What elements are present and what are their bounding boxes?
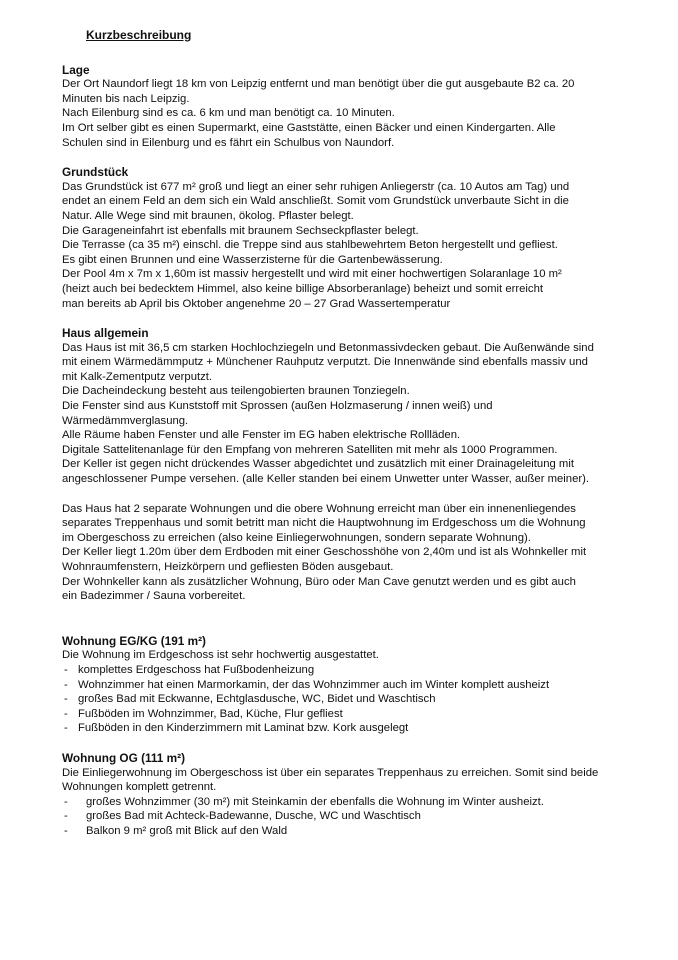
text-line: endet an einem Feld an dem sich ein Wald anschließt. Somit vom Grundstück unverbaute Sicht in die [62,195,569,208]
dash-marker: - [64,810,68,823]
document-title: Kurzbeschreibung [86,28,192,42]
section-lage [62,63,658,151]
list-item [62,707,658,722]
text-line: im Obergeschoss zu erreichen (also keine Einliegerwohnungen, sondern separate Wohnung). [62,531,531,544]
text-line: Der Keller liegt 1.20m über dem Erdboden mit einer Geschosshöhe von 2,40m und ist als Wohnkeller mit [62,546,587,559]
list-item-text: Wohnzimmer hat einen Marmorkamin, der das Wohnzimmer auch im Winter komplett ausheizt [78,678,550,691]
dash-marker: - [64,722,68,735]
list-item [62,824,658,839]
text-line: Nach Eilenburg sind es ca. 6 km und man benötigt ca. 10 Minuten. [62,107,395,120]
list-item [62,692,658,707]
list-item [62,678,658,693]
text-line: Alle Räume haben Fenster und alle Fenster im EG haben elektrische Rollläden. [62,429,461,442]
text-line: Wohnungen komplett getrennt. [62,781,217,794]
list-item [62,721,658,736]
text-line: Der Ort Naundorf liegt 18 km von Leipzig entfernt und man benötigt über die gut ausgebaute B2 ca. 20 [62,78,575,91]
text-line: Wohnraumfenstern, Heizkörpern und gefliesten Böden ausgebaut. [62,561,394,573]
list-item [62,663,658,678]
list-item [62,795,658,810]
section-wohnung-eg [62,634,658,736]
text-line: Minuten bis nach Leipzig. [62,92,190,105]
list-item-text: Fußböden in den Kinderzimmern mit Laminat bzw. Kork ausgelegt [78,722,409,735]
list-item-text: großes Bad mit Eckwanne, Echtglasdusche, WC, Bidet und Waschtisch [78,693,436,706]
text-line: ein Badezimmer / Sauna vorbereitet. [62,590,246,603]
dash-marker: - [64,678,68,691]
spacer [62,604,658,634]
list-item-text: großes Wohnzimmer (30 m²) mit Steinkamin der ebenfalls die Wohnung im Winter ausheizt. [86,795,544,808]
section-heading-lage: Lage [62,62,90,77]
text-line: Wärmedämmverglasung. [62,414,189,427]
text-line: Schulen sind in Eilenburg und es fährt ein Schulbus von Naundorf. [62,136,395,149]
text-line: Die Fenster sind aus Kunststoff mit Sprossen (außen Holzmaserung / innen weiß) und [62,400,493,413]
text-line: Das Haus ist mit 36,5 cm starken Hochlochziegeln und Betonmassivdecken gebaut. Die Außenwände sind [62,341,594,354]
dash-marker: - [64,693,68,706]
list-item-text: komplettes Erdgeschoss hat Fußbodenheizung [78,663,315,676]
bullet-list-og [62,795,658,839]
list-item [62,809,658,824]
text-line: mit Kalk-Zementputz verputzt. [62,370,213,383]
spacer [62,150,658,165]
section-heading-haus: Haus allgemein [62,326,149,341]
list-item-text: großes Bad mit Achteck-Badewanne, Dusche, WC und Waschtisch [86,810,421,823]
dash-marker: - [64,824,68,837]
text-line: Die Einliegerwohnung im Obergeschoss ist über ein separates Treppenhaus zu erreichen. Somit sind beide [62,766,599,779]
text-line: man bereits ab April bis Oktober angenehme 20 – 27 Grad Wassertemperatur [62,297,451,310]
dash-marker: - [64,707,68,720]
section-heading-og: Wohnung OG (111 m²) [62,750,185,765]
text-line: Das Haus hat 2 separate Wohnungen und die obere Wohnung erreicht man über ein innenenliegendes [62,502,576,515]
text-line: (heizt auch bei bedecktem Himmel, also keine billige Absorberanlage) beheizt und somit erreicht [62,282,543,295]
section-wohnung-og [62,751,658,839]
section-heading-grundstueck: Grundstück [62,165,129,180]
text-line: Der Keller ist gegen nicht drückendes Wasser abgedichtet und zusätzlich mit einer Drainageleitung mit [62,458,574,471]
list-item-text: Fußböden im Wohnzimmer, Bad, Küche, Flur gefliest [78,707,343,720]
text-line: mit einem Wärmedämmputz + Münchener Rauhputz verputzt. Die Innenwände sind ebenfalls massiv und [62,356,588,369]
dash-marker: - [64,795,68,808]
spacer [62,311,658,326]
section-haus-allgemein [62,326,658,604]
section-grundstueck [62,165,658,311]
section-heading-eg: Wohnung EG/KG (191 m²) [62,633,206,648]
dash-marker: - [64,663,68,676]
text-line: Die Dacheindeckung besteht aus teilengobierten braunen Tonziegeln. [62,385,410,398]
text-line: Im Ort selber gibt es einen Supermarkt, eine Gaststätte, einen Bäcker und einen Kindergarten. Alle [62,121,556,134]
text-line: Digitale Sattelitenanlage für den Empfang von mehreren Satelliten mit mehr als 1000 Programmen. [62,443,558,456]
text-line: Der Wohnkeller kann als zusätzlicher Wohnung, Büro oder Man Cave genutzt werden und es gibt auch [62,575,576,588]
spacer [62,736,658,751]
bullet-list-eg [62,663,658,736]
text-line: Natur. Alle Wege sind mit braunen, ökolog. Pflaster belegt. [62,209,354,222]
text-line: Die Terrasse (ca 35 m²) einschl. die Treppe sind aus stahlbewehrtem Beton hergestellt und gefliest. [62,239,558,252]
text-line: Der Pool 4m x 7m x 1,60m ist massiv hergestellt und wird mit einer hochwertigen Solaranlage 10 m² [62,268,562,281]
text-line: Die Wohnung im Erdgeschoss ist sehr hochwertig ausgestattet. [62,649,379,662]
text-line: separates Treppenhaus und somit betritt man nicht die Hauptwohnung im Erdgeschoss um die Wohnung [62,517,586,530]
text-line: Es gibt einen Brunnen und eine Wasserzisterne für die Gartenbewässerung. [62,253,443,266]
text-line: Das Grundstück ist 677 m² groß und liegt an einer sehr ruhigen Anliegerstr (ca. 10 Autos am Tag) und [62,180,570,193]
text-line: Die Garageneinfahrt ist ebenfalls mit braunem Sechseckpflaster belegt. [62,224,419,237]
text-line: angeschlossener Pumpe versehen. (alle Keller standen bei einem Unwetter unter Wasser, außer meiner). [62,473,590,486]
list-item-text: Balkon 9 m² groß mit Blick auf den Wald [86,824,288,837]
spacer [62,487,658,502]
